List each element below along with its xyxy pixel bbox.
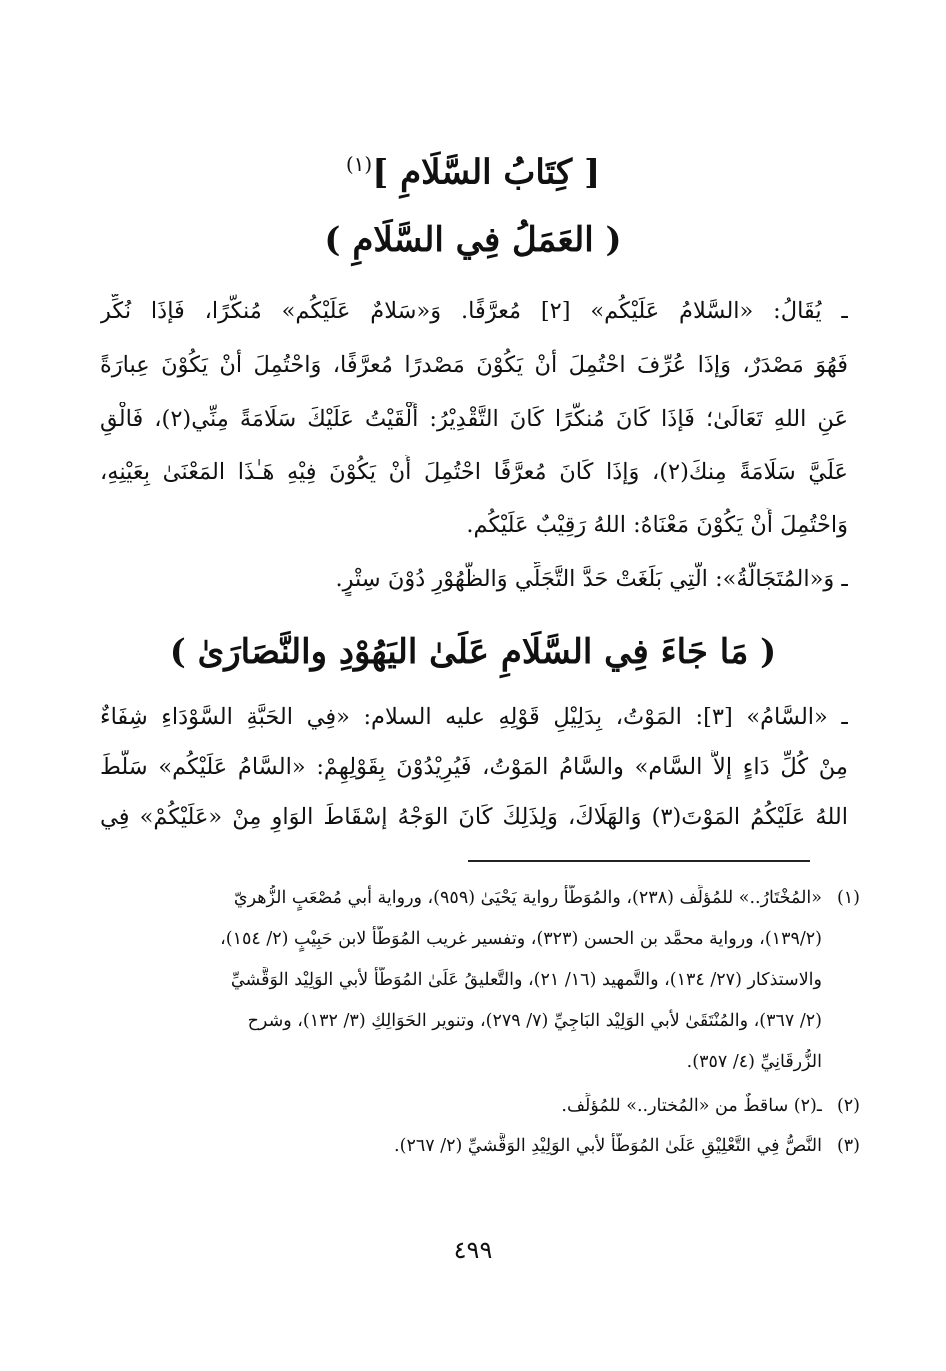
footnote-1-number: (١): [836, 888, 860, 908]
section-heading-jews-christians: ( مَا جَاءَ فِي السَّلَامِ عَلَىٰ اليَهُوْدِ والنَّصَارَىٰ ): [169, 632, 777, 672]
footnote-1-line-3: والاستذكار (٢٧/ ١٣٤)، والتَّمهيد (١٦/ ٢١)، والتَّعليقُ عَلَىٰ المُوَطَّأ لأبي الوَلِيْد الوَقَّشيِّ: [230, 970, 822, 990]
body-line-7: ـ «السَّامُ» [٣]: المَوْتُ، بِدَلِيْلِ قَوْلِهِ عليه السلام: «فِي الحَبَّةِ السَّوْدَاءِ شِفَاءٌ: [100, 704, 848, 730]
body-line-3: عَنِ اللهِ تَعَالَىٰ؛ فَإذَا كَانَ مُنكَّرًا كَانَ التَّقْدِيْرُ: أَلْقَيْتُ عَلَيْكَ سَلَامَةً مِنِّي(٢)، فَالْقِ: [100, 406, 848, 432]
footnote-3-line-1: النَّصُّ فِي التَّعْلِيْقِ عَلَىٰ المُوَطَّأ لأبي الوَلِيْدِ الوَقَّشيِّ (٢/ ٢٦٧).: [394, 1136, 822, 1156]
book-title-text: [ كِتَابُ السَّلَامِ ]: [372, 152, 601, 193]
footnote-separator: [468, 860, 810, 862]
footnote-1-line-5: الزُّرقَانِيِّ (٤/ ٣٥٧).: [686, 1052, 822, 1072]
book-title: [0, 142, 946, 194]
book-title-footnote-ref: (١): [345, 152, 373, 176]
section-heading-greeting-practice: ( العَمَلُ فِي السَّلَامِ ): [324, 220, 622, 260]
body-line-9: اللهُ عَلَيْكُمُ المَوْتَ(٣) وَالهَلَاكَ، وَلِذَلِكَ كَانَ الوَجْهُ إسْقَاطَ الوَاوِ مِنْ «عَلَيْكُمْ» فِي: [100, 804, 848, 830]
footnote-2-line-1: ـ(٢) ساقطٌ من «المُختار..» للمُؤلِّف.: [561, 1096, 822, 1116]
body-line-6: ـ وَ«المُتَجَالَّةُ»: الَّتِي بَلَغَتْ حَدَّ التَّجَلِّي وَالظُّهُوْرِ دُوْنَ سِتْرٍ.: [335, 566, 848, 592]
body-line-4: عَلَيَّ سَلَامَةً مِنكَ(٢)، وَإذَا كَانَ مُعرَّفًا احْتُمِلَ أَنْ يَكُوْنَ فِيْهِ هَـٰذَا المَعْنَىٰ بِعَيْنِهِ،: [100, 459, 848, 485]
footnote-2-number: (٢): [836, 1096, 860, 1116]
body-line-8: مِنْ كُلِّ دَاءٍ إلاَّ السَّام» والسَّامُ المَوْتُ، فَيُرِيْدُوْنَ بِقَوْلِهِمْ: «السَّامُ عَلَيْكُم» سَلَّطَ: [100, 754, 848, 780]
body-line-1: ـ يُقَالُ: «السَّلامُ عَلَيْكُم» [٢] مُعرَّفًا. وَ«سَلامٌ عَلَيْكُم» مُنكَّرًا، فَإذَا نُكِّر: [100, 298, 848, 324]
footnote-1-line-1: «المُخْتَارُ..» للمُؤلِّف (٢٣٨)، والمُوَطَّأ رواية يَحْيَىٰ (٩٥٩)، ورواية أبي مُصْعَبٍ الزُّهريّ: [233, 888, 822, 908]
footnote-1-line-4: (٢/ ٣٦٧)، والمُنْتَقَىٰ لأبي الوَلِيْد البَاجِيِّ (٧/ ٢٧٩)، وتنوير الحَوَالِكِ (٣/ ١٣٢)، وشرح: [247, 1011, 822, 1031]
body-line-2: فَهُوَ مَصْدَرٌ، وَإذَا عُرِّفَ احْتُمِلَ أنْ يَكُوْنَ مَصْدرًا مُعرَّفًا، وَاحْتُمِلَ أنْ يَكُوْنَ عِبارَةً: [100, 352, 848, 378]
body-line-5: وَاحْتُمِلَ أَنْ يَكُوْنَ مَعْنَاهُ: اللهُ رَقِيْبٌ عَلَيْكُم.: [466, 512, 848, 538]
footnote-1-line-2: (١٣٩/٢)، ورواية محمَّد بن الحسن (٣٢٣)، وتفسير غريب المُوَطَّأ لابن حَبِيْبٍ (٢/ ١٥٤)،: [220, 929, 822, 949]
footnote-3-number: (٣): [836, 1136, 860, 1156]
page-number: ٤٩٩: [453, 1236, 493, 1264]
